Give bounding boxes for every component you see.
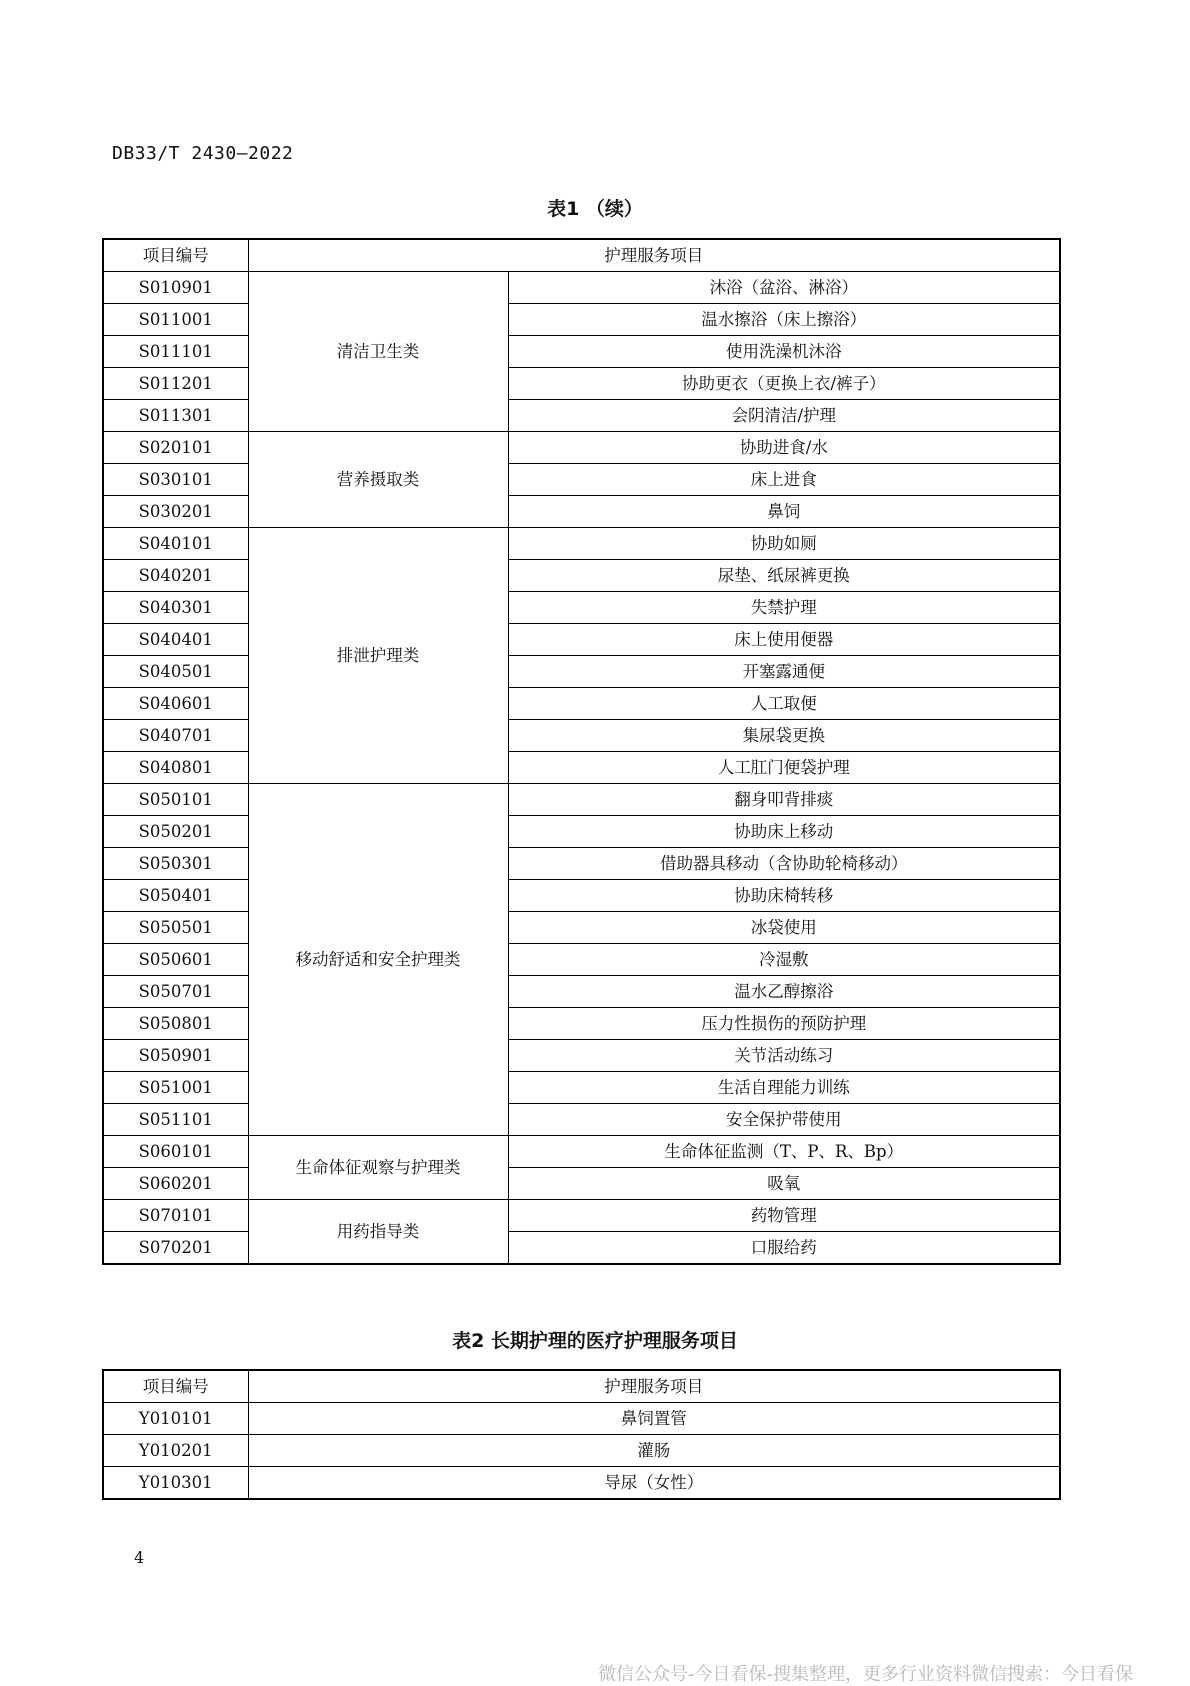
table-row (103, 1104, 1060, 1136)
item-name: 开塞露通便 (508, 656, 1060, 688)
item-name: 会阴清洁/护理 (508, 400, 1060, 432)
item-code: S051101 (103, 1104, 248, 1136)
item-name: 协助床椅转移 (508, 880, 1060, 912)
table-row (103, 592, 1060, 624)
table-row (103, 880, 1060, 912)
item-name: 集尿袋更换 (508, 720, 1060, 752)
table-row (103, 560, 1060, 592)
item-name: 借助器具移动（含协助轮椅移动） (508, 848, 1060, 880)
table1 (102, 238, 1061, 1265)
table-row (103, 1232, 1060, 1265)
category-cell: 排泄护理类 (248, 528, 508, 784)
item-name: 协助进食/水 (508, 432, 1060, 464)
item-name: 温水擦浴（床上擦浴） (508, 304, 1060, 336)
table-row (103, 816, 1060, 848)
table-row (103, 496, 1060, 528)
table-row (103, 400, 1060, 432)
item-name: 翻身叩背排痰 (508, 784, 1060, 816)
item-name: 关节活动练习 (508, 1040, 1060, 1072)
item-name: 灌肠 (248, 1435, 1060, 1467)
item-code: S040601 (103, 688, 248, 720)
table-row (103, 336, 1060, 368)
item-name: 口服给药 (508, 1232, 1060, 1265)
table-row (103, 272, 1060, 304)
item-code: S040301 (103, 592, 248, 624)
item-name: 导尿（女性） (248, 1467, 1060, 1500)
table-row (103, 976, 1060, 1008)
item-code: S040401 (103, 624, 248, 656)
table1-title: 表1 （续） (547, 198, 643, 220)
item-name: 生活自理能力训练 (508, 1072, 1060, 1104)
item-name: 吸氧 (508, 1168, 1060, 1200)
item-code: Y010101 (103, 1403, 248, 1435)
table-row (103, 1200, 1060, 1232)
item-name: 沐浴（盆浴、淋浴） (508, 272, 1060, 304)
table-row (103, 1072, 1060, 1104)
item-code: S030201 (103, 496, 248, 528)
table-row (103, 688, 1060, 720)
item-name: 床上进食 (508, 464, 1060, 496)
table-row (103, 624, 1060, 656)
item-code: S060201 (103, 1168, 248, 1200)
item-code: S011001 (103, 304, 248, 336)
table-row (103, 752, 1060, 784)
page-number: 4 (134, 1548, 145, 1567)
table-row (103, 848, 1060, 880)
item-name: 协助如厕 (508, 528, 1060, 560)
item-code: S050901 (103, 1040, 248, 1072)
header-item: 护理服务项目 (248, 239, 1060, 272)
table-row (103, 912, 1060, 944)
document-code: DB33/T 2430—2022 (112, 143, 294, 164)
table-row (103, 1040, 1060, 1072)
item-code: S010901 (103, 272, 248, 304)
header-item: 护理服务项目 (248, 1370, 1060, 1403)
category-cell: 移动舒适和安全护理类 (248, 784, 508, 1136)
item-name: 尿垫、纸尿裤更换 (508, 560, 1060, 592)
item-name: 安全保护带使用 (508, 1104, 1060, 1136)
table-row (103, 944, 1060, 976)
category-cell: 清洁卫生类 (248, 272, 508, 432)
table2 (102, 1369, 1061, 1500)
table-row (103, 1008, 1060, 1040)
table-row (103, 720, 1060, 752)
item-code: S070101 (103, 1200, 248, 1232)
table2-title: 表2 长期护理的医疗护理服务项目 (452, 1330, 738, 1352)
item-code: S050101 (103, 784, 248, 816)
item-code: S040501 (103, 656, 248, 688)
table-row (103, 432, 1060, 464)
item-name: 药物管理 (508, 1200, 1060, 1232)
table-row (103, 464, 1060, 496)
table-row (103, 1136, 1060, 1168)
table-row (103, 368, 1060, 400)
item-code: S050301 (103, 848, 248, 880)
item-name: 压力性损伤的预防护理 (508, 1008, 1060, 1040)
header-code: 项目编号 (103, 1370, 248, 1403)
item-name: 生命体征监测（T、P、R、Bp） (508, 1136, 1060, 1168)
item-name: 鼻饲置管 (248, 1403, 1060, 1435)
item-name: 协助床上移动 (508, 816, 1060, 848)
item-code: S030101 (103, 464, 248, 496)
item-name: 冰袋使用 (508, 912, 1060, 944)
item-name: 人工肛门便袋护理 (508, 752, 1060, 784)
table-row (103, 784, 1060, 816)
item-code: S020101 (103, 432, 248, 464)
item-name: 失禁护理 (508, 592, 1060, 624)
category-cell: 用药指导类 (248, 1200, 508, 1265)
item-code: S060101 (103, 1136, 248, 1168)
item-code: S011301 (103, 400, 248, 432)
item-name: 床上使用便器 (508, 624, 1060, 656)
item-code: S050401 (103, 880, 248, 912)
header-code: 项目编号 (103, 239, 248, 272)
item-code: S051001 (103, 1072, 248, 1104)
item-name: 鼻饲 (508, 496, 1060, 528)
watermark: 微信公众号-今日看保-搜集整理，更多行业资料微信搜索：今日看保 (598, 1664, 1133, 1685)
item-code: S050501 (103, 912, 248, 944)
table-row (103, 656, 1060, 688)
item-code: Y010201 (103, 1435, 248, 1467)
table-row (103, 1467, 1060, 1500)
item-name: 冷湿敷 (508, 944, 1060, 976)
table-row (103, 1403, 1060, 1435)
item-name: 人工取便 (508, 688, 1060, 720)
table-row (103, 304, 1060, 336)
table-row (103, 1168, 1060, 1200)
item-code: S050201 (103, 816, 248, 848)
item-code: S040101 (103, 528, 248, 560)
item-name: 温水乙醇擦浴 (508, 976, 1060, 1008)
table-row (103, 1435, 1060, 1467)
item-code: S050801 (103, 1008, 248, 1040)
item-code: S011201 (103, 368, 248, 400)
table1-header-row (103, 239, 1060, 272)
item-code: S040701 (103, 720, 248, 752)
table2-header-row (103, 1370, 1060, 1403)
item-code: S050601 (103, 944, 248, 976)
item-code: S070201 (103, 1232, 248, 1265)
table-row (103, 528, 1060, 560)
item-code: S011101 (103, 336, 248, 368)
item-code: S040801 (103, 752, 248, 784)
item-name: 使用洗澡机沐浴 (508, 336, 1060, 368)
category-cell: 营养摄取类 (248, 432, 508, 528)
item-code: Y010301 (103, 1467, 248, 1500)
item-name: 协助更衣（更换上衣/裤子） (508, 368, 1060, 400)
category-cell: 生命体征观察与护理类 (248, 1136, 508, 1200)
item-code: S040201 (103, 560, 248, 592)
item-code: S050701 (103, 976, 248, 1008)
